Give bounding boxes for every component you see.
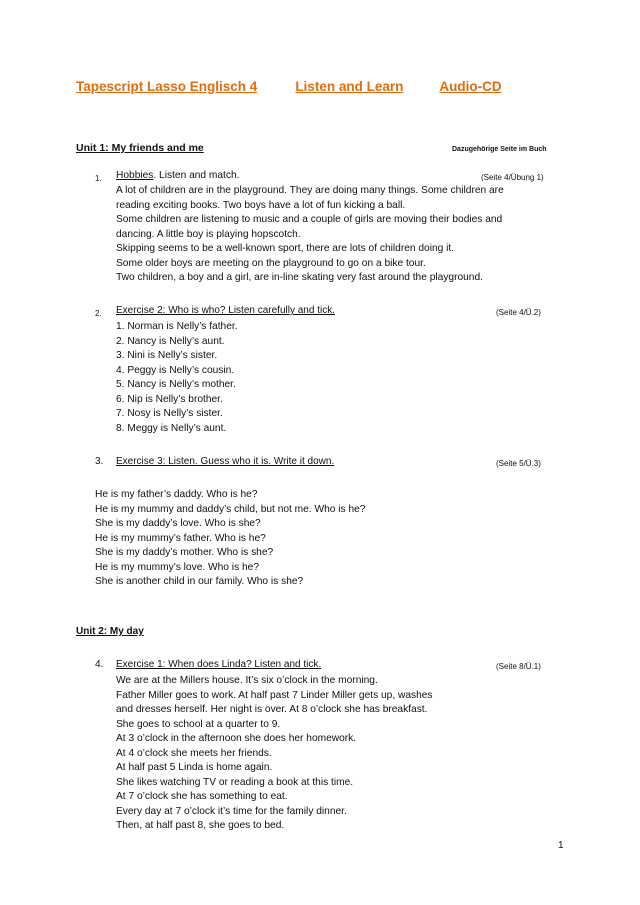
exercise-3-text [95, 488, 365, 590]
text-line: He is my mummy and daddy’s child, but not me. Who is he? [95, 503, 366, 515]
exercise-1-text [116, 184, 504, 286]
text-line: He is my father’s daddy. Who is he? [95, 489, 258, 500]
title-part-2: Listen and Learn [295, 79, 404, 94]
text-line: Every day at 7 o’clock it’s time for the family dinner. [116, 805, 347, 817]
title-part-3: Audio-CD [439, 79, 502, 94]
exercise-1-ref: (Seite 4/Übung 1) [481, 173, 544, 182]
exercise-4-number: 4. [95, 659, 104, 670]
text-line: She is another child in our family. Who is she? [95, 576, 304, 587]
exercise-2-ref: (Seite 4/Ü.2) [496, 308, 541, 317]
list-item: 5. Nancy is Nelly’s mother. [116, 379, 236, 390]
exercise-3-ref: (Seite 5/Ü.3) [496, 459, 541, 468]
exercise-4-heading: Exercise 1: When does Linda? Listen and tick. [116, 659, 322, 670]
text-line: She is my daddy’s mother. Who is she? [95, 547, 274, 558]
text-line: Skipping seems to be a well-known sport, there are lots of children doing it. [116, 243, 455, 254]
list-item: 3. Nini is Nelly’s sister. [116, 350, 218, 361]
exercise-3-heading: Exercise 3: Listen. Guess who it is. Write it down. [116, 456, 335, 467]
text-line: He is my mummy’s love. Who is he? [95, 561, 259, 573]
text-line: She likes watching TV or reading a book at this time. [116, 776, 354, 788]
page-number: 1 [558, 840, 564, 851]
unit1-heading: Unit 1: My friends and me [76, 142, 204, 154]
exercise-2-list [116, 320, 238, 436]
exercise-2-heading: Exercise 2: Who is who? Listen carefully and tick. [116, 305, 335, 316]
exercise-4-text [116, 674, 433, 834]
list-item: 2. Nancy is Nelly’s aunt. [116, 335, 225, 347]
unit2-heading: Unit 2: My day [76, 626, 144, 637]
text-line: He is my mummy’s father. Who is he? [95, 532, 266, 544]
exercise-4-ref: (Seite 8/Ü.1) [496, 662, 541, 671]
exercise-2-number: 2. [95, 309, 102, 318]
exercise-1-heading-underlined: Hobbies [116, 170, 154, 181]
text-line: At 3 o’clock in the afternoon she does her homework. [116, 733, 357, 744]
exercise-3-number: 3. [95, 456, 104, 467]
text-line: Some older boys are meeting on the playground to go on a bike tour. [116, 257, 426, 269]
text-line: She goes to school at a quarter to 9. [116, 718, 281, 730]
exercise-1-heading-rest: . Listen and match. [153, 170, 240, 181]
title-part-1: Tapescript Lasso Englisch 4 [76, 79, 258, 94]
exercise-1-heading [116, 170, 239, 181]
text-line: Two children, a boy and a girl, are in-line skating very fast around the playground. [116, 272, 483, 283]
text-line: dancing. A little boy is playing hopscotch. [116, 228, 301, 240]
list-item: 6. Nip is Nelly’s brother. [116, 393, 223, 405]
list-item: 4. Peggy is Nelly’s cousin. [116, 364, 235, 376]
list-item: 7. Nosy is Nelly’s sister. [116, 408, 223, 419]
book-page-note: Dazugehörige Seite im Buch [452, 146, 547, 153]
text-line: Father Miller goes to work. At half past 7 Linder Miller gets up, washes [116, 689, 433, 701]
text-line: We are at the Millers house. It’s six o’clock in the morning. [116, 675, 378, 686]
text-line: She is my daddy’s love. Who is she? [95, 518, 261, 529]
text-line: A lot of children are in the playground. They are doing many things. Some children are [116, 185, 504, 196]
text-line: Some children are listening to music and a couple of girls are moving their bodies and [116, 214, 503, 225]
exercise-1-number: 1. [95, 174, 102, 183]
text-line: At half past 5 Linda is home again. [116, 762, 273, 773]
list-item: 1. Norman is Nelly’s father. [116, 321, 238, 332]
document-title [76, 79, 502, 94]
text-line: Then, at half past 8, she goes to bed. [116, 820, 285, 831]
text-line: reading exciting books. Two boys have a lot of fun kicking a ball. [116, 199, 406, 211]
list-item: 8. Meggy is Nelly’s aunt. [116, 422, 227, 434]
text-line: At 4 o’clock she meets her friends. [116, 747, 272, 759]
text-line: At 7 o’clock she has something to eat. [116, 791, 288, 802]
text-line: and dresses herself. Her night is over. At 8 o’clock she has breakfast. [116, 704, 428, 715]
